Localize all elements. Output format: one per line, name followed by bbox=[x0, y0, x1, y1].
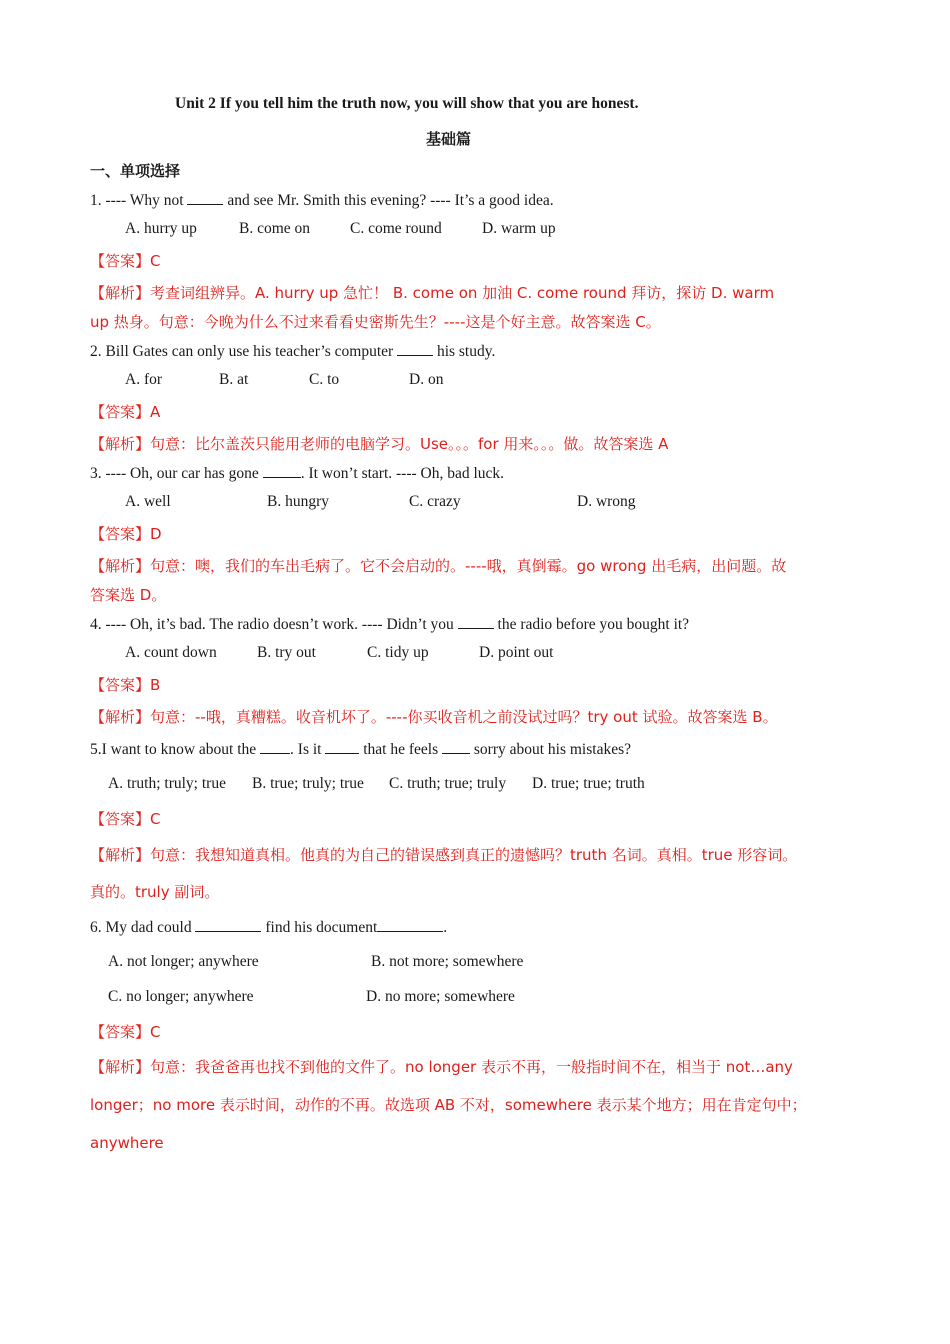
q2-explanation-line-1: 【解析】句意：比尔盖茨只能用老师的电脑学习。Use。。。for 用来。。。做。故答案选 A bbox=[90, 435, 669, 453]
answer-blank bbox=[195, 917, 261, 932]
q3-answer: 【答案】D bbox=[90, 525, 162, 543]
stem-text: find his document bbox=[265, 919, 378, 936]
q6-option-d: D. no more; somewhere bbox=[366, 988, 515, 1005]
stem-text: sorry about his mistakes? bbox=[473, 741, 632, 758]
q2-option-b: B. at bbox=[219, 371, 249, 388]
question-2-stem bbox=[90, 341, 495, 362]
q5-option-b: B. true; truly; true bbox=[252, 775, 364, 792]
stem-text: 1. ---- Why not bbox=[90, 192, 184, 209]
question-3-stem bbox=[90, 463, 504, 484]
stem-text: 5.I want to know about the bbox=[90, 741, 257, 758]
q3-option-b: B. hungry bbox=[267, 493, 329, 510]
answer-blank bbox=[377, 917, 443, 932]
q3-option-c: C. crazy bbox=[409, 493, 461, 510]
question-6-stem bbox=[90, 917, 447, 938]
answer-blank bbox=[260, 739, 290, 754]
q5-explanation-line-2: 真的。truly 副词。 bbox=[90, 883, 220, 901]
q6-explanation-line-3: anywhere bbox=[90, 1134, 164, 1152]
q4-answer: 【答案】B bbox=[90, 676, 161, 694]
q2-option-c: C. to bbox=[309, 371, 340, 388]
answer-blank bbox=[458, 614, 494, 629]
q6-answer: 【答案】C bbox=[90, 1023, 161, 1041]
answer-blank bbox=[325, 739, 359, 754]
answer-blank bbox=[442, 739, 470, 754]
q5-option-d: D. true; true; truth bbox=[532, 775, 645, 792]
q1-option-c: C. come round bbox=[350, 220, 442, 237]
section-heading: 一、单项选择 bbox=[90, 162, 181, 180]
stem-text: his study. bbox=[436, 343, 496, 360]
stem-text: 4. ---- Oh, it’s bad. The radio doesn’t work. ---- Didn’t you bbox=[90, 616, 454, 633]
q1-option-d: D. warm up bbox=[482, 220, 556, 237]
q2-option-a: A. for bbox=[125, 371, 163, 388]
q1-answer: 【答案】C bbox=[90, 252, 161, 270]
q5-option-a: A. truth; truly; true bbox=[108, 775, 226, 792]
stem-text: 3. ---- Oh, our car has gone bbox=[90, 465, 259, 482]
q1-option-b: B. come on bbox=[239, 220, 311, 237]
q5-explanation-line-1: 【解析】句意：我想知道真相。他真的为自己的错误感到真正的遗憾吗？truth 名词。真相。true 形容词。 bbox=[90, 846, 798, 864]
q1-explanation-line-1: 【解析】考查词组辨异。A. hurry up 急忙！ B. come on 加油 C. come round 拜访，探访 D. warm bbox=[90, 284, 775, 302]
q5-option-c: C. truth; true; truly bbox=[389, 775, 507, 792]
q6-option-b: B. not more; somewhere bbox=[371, 953, 524, 970]
stem-text: 6. My dad could bbox=[90, 919, 192, 936]
q3-explanation-line-2: 答案选 D。 bbox=[90, 586, 167, 604]
q6-option-a: A. not longer; anywhere bbox=[108, 953, 259, 970]
question-1-stem bbox=[90, 190, 554, 211]
subtitle: 基础篇 bbox=[426, 130, 472, 148]
question-5-stem bbox=[90, 739, 631, 760]
stem-text: that he feels bbox=[363, 741, 439, 758]
answer-blank bbox=[397, 341, 433, 356]
q4-option-c: C. tidy up bbox=[367, 644, 429, 661]
unit-title: Unit 2 If you tell him the truth now, you will show that you are honest. bbox=[175, 95, 639, 112]
answer-blank bbox=[187, 190, 223, 205]
q1-option-a: A. hurry up bbox=[125, 220, 197, 237]
q4-option-d: D. point out bbox=[479, 644, 554, 661]
stem-text: and see Mr. Smith this evening? ---- It’s a good idea. bbox=[227, 192, 554, 209]
stem-text: . Is it bbox=[290, 741, 322, 758]
q5-answer: 【答案】C bbox=[90, 810, 161, 828]
q4-option-a: A. count down bbox=[125, 644, 217, 661]
stem-text: . It won’t start. ---- Oh, bad luck. bbox=[300, 465, 505, 482]
answer-blank bbox=[263, 463, 301, 478]
question-4-stem bbox=[90, 614, 689, 635]
q6-option-c: C. no longer; anywhere bbox=[108, 988, 254, 1005]
q6-explanation-line-2: longer；no more 表示时间，动作的不再。故选项 AB 不对，somewhere 表示某个地方；用在肯定句中； bbox=[90, 1096, 807, 1114]
q1-explanation-line-2: up 热身。句意：今晚为什么不过来看看史密斯先生？----这是个好主意。故答案选 C。 bbox=[90, 313, 661, 331]
q2-answer: 【答案】A bbox=[90, 403, 161, 421]
stem-text: the radio before you bought it? bbox=[497, 616, 690, 633]
stem-text: . bbox=[443, 919, 448, 936]
q3-option-a: A. well bbox=[125, 493, 171, 510]
q6-explanation-line-1: 【解析】句意：我爸爸再也找不到他的文件了。no longer 表示不再，一般指时间不在，相当于 not…any bbox=[90, 1058, 793, 1076]
stem-text: 2. Bill Gates can only use his teacher’s computer bbox=[90, 343, 394, 360]
q2-option-d: D. on bbox=[409, 371, 444, 388]
q4-option-b: B. try out bbox=[257, 644, 316, 661]
q4-explanation-line-1: 【解析】句意：--哦，真糟糕。收音机坏了。----你买收音机之前没试过吗？try out 试验。故答案选 B。 bbox=[90, 708, 778, 726]
q3-option-d: D. wrong bbox=[577, 493, 636, 510]
q3-explanation-line-1: 【解析】句意：噢，我们的车出毛病了。它不会启动的。----哦，真倒霉。go wrong 出毛病，出问题。故 bbox=[90, 557, 787, 575]
